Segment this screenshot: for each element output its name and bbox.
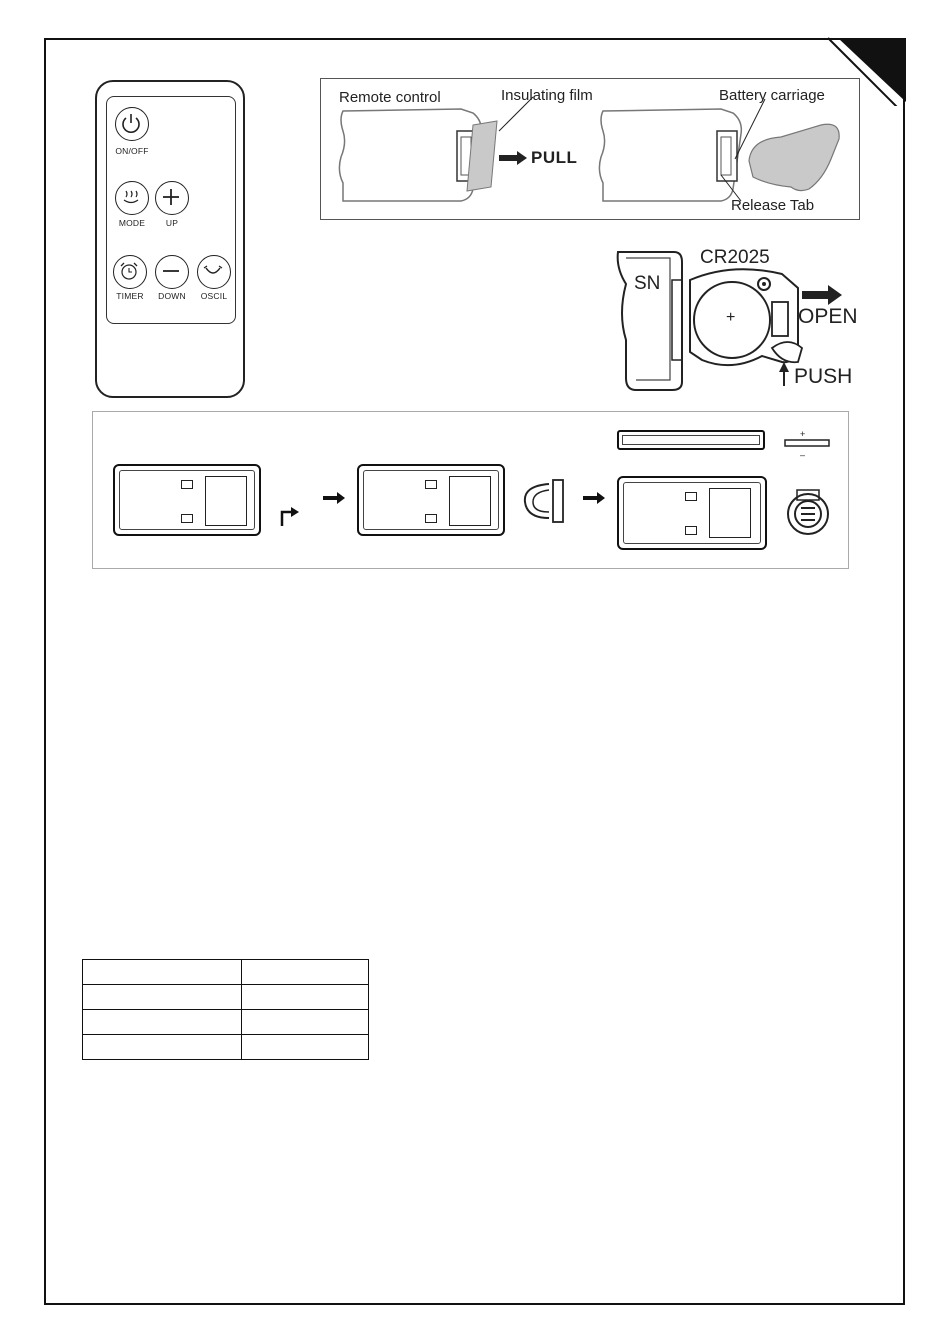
coin-battery-side-icon [783, 428, 833, 462]
power-button [115, 107, 149, 141]
table-row [83, 960, 369, 985]
battery-cover [617, 430, 765, 450]
push-label: PUSH [794, 365, 853, 388]
turn-arrow-icon [279, 504, 301, 528]
remote-control-label: Remote control [339, 89, 441, 106]
specification-table [82, 959, 369, 1060]
table-row [83, 985, 369, 1010]
remote-back-step1 [113, 464, 261, 536]
remote-keypad [106, 96, 236, 324]
insulating-film-label: Insulating film [501, 87, 593, 104]
mode-label: MODE [118, 218, 146, 228]
up-label: UP [165, 218, 179, 228]
down-label: DOWN [158, 291, 186, 301]
open-label: OPEN [798, 305, 858, 328]
release-tab-label: Release Tab [731, 197, 815, 214]
minus-icon [156, 256, 186, 286]
oscillate-button [197, 255, 231, 289]
mode-button [115, 181, 149, 215]
table-cell [83, 960, 242, 985]
timer-label: TIMER [116, 291, 144, 301]
battery-plus-sign: + [800, 429, 806, 439]
table-cell [242, 1010, 369, 1035]
table-cell [83, 985, 242, 1010]
table-cell [242, 1035, 369, 1060]
alarm-clock-icon [114, 256, 144, 286]
table-row [83, 1010, 369, 1035]
table-cell [242, 985, 369, 1010]
battery-carriage-label: Battery carriage [719, 87, 825, 104]
down-button [155, 255, 189, 289]
plus-icon [156, 182, 186, 212]
battery-tray-icon [519, 476, 569, 526]
step-arrow-icon [323, 492, 347, 504]
remote-back-step2 [357, 464, 505, 536]
timer-button [113, 255, 147, 289]
table-row [83, 1035, 369, 1060]
step-arrow-icon-2 [583, 492, 607, 504]
power-icon [116, 108, 146, 138]
table-cell [83, 1010, 242, 1035]
onoff-label: ON/OFF [115, 146, 149, 156]
table-cell [83, 1035, 242, 1060]
table-cell [242, 960, 369, 985]
heat-mode-icon [116, 182, 146, 212]
oscillate-icon [198, 256, 228, 286]
battery-film-diagram [320, 78, 860, 220]
pull-label: PULL [531, 148, 578, 167]
battery-minus-sign: – [800, 450, 806, 460]
remote-back-step3 [617, 476, 767, 550]
battery-replacement-steps [92, 411, 849, 569]
oscil-label: OSCIL [200, 291, 228, 301]
cr2025-label: CR2025 [700, 247, 770, 268]
coin-plus-sign: + [726, 309, 736, 326]
up-button [155, 181, 189, 215]
sn-label: SN [634, 273, 661, 294]
coin-holder-icon [783, 486, 835, 538]
